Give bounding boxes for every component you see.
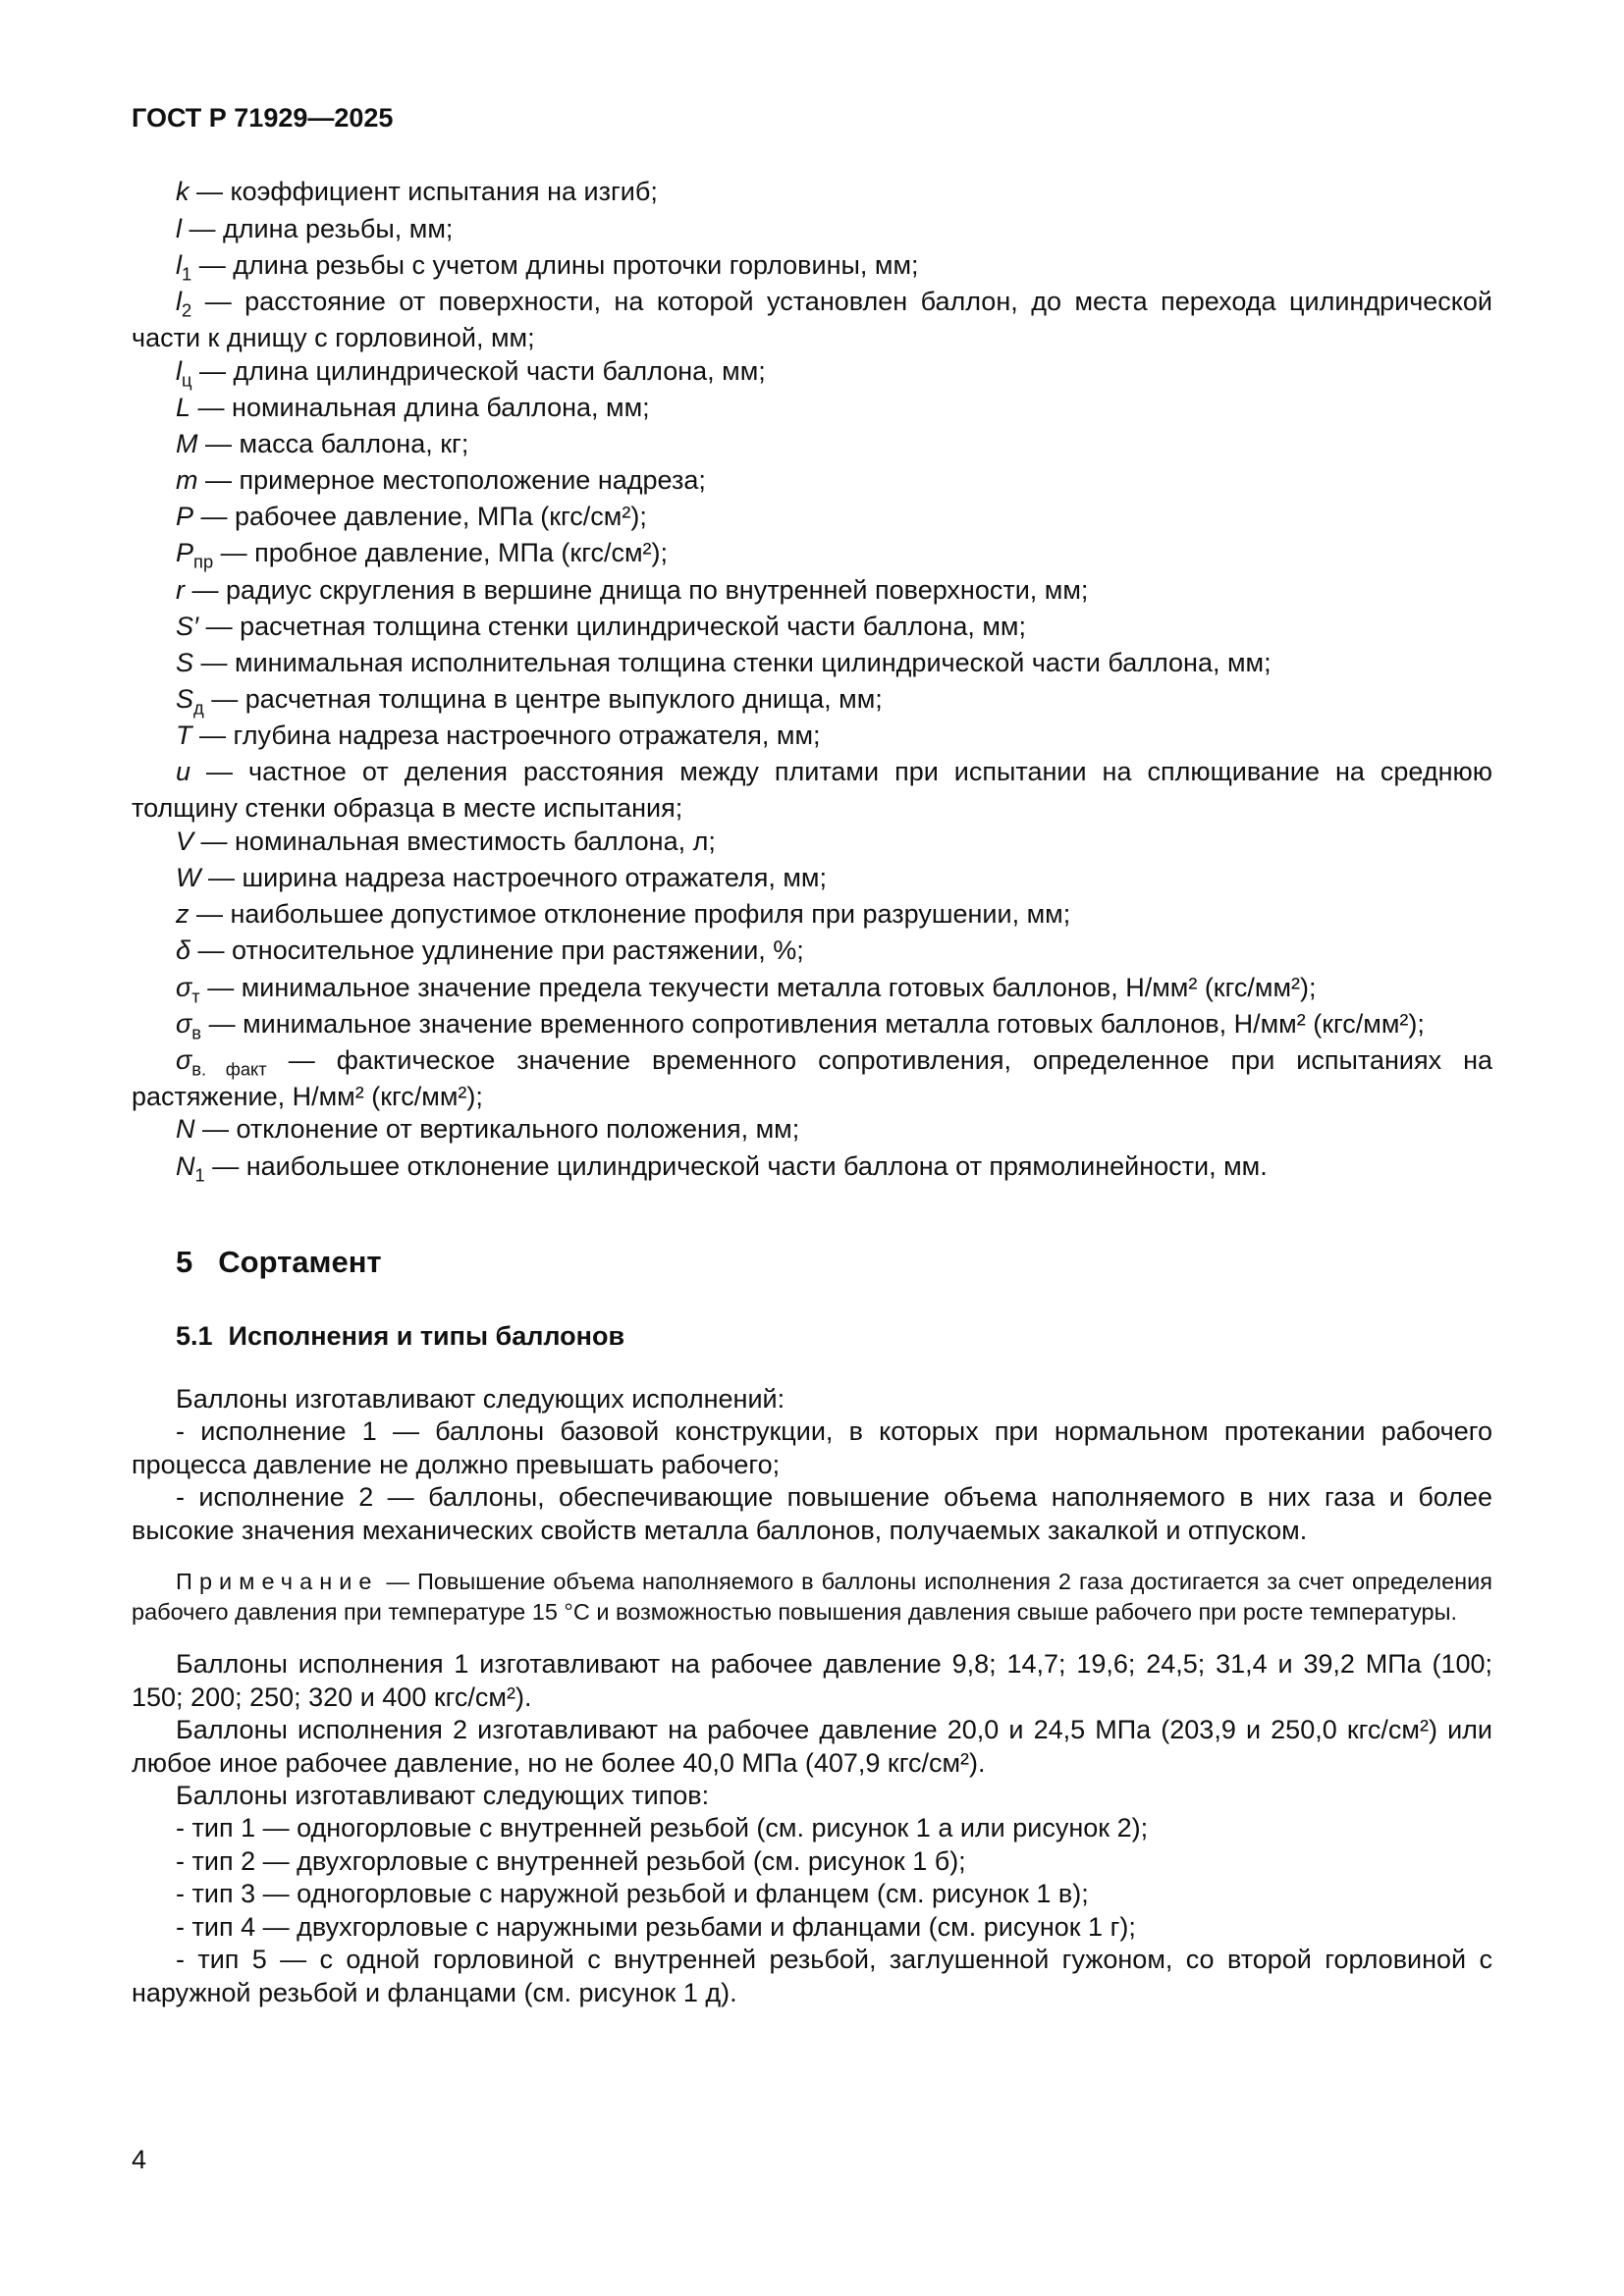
symbol: N <box>176 1114 195 1145</box>
definition-text: — радиус скругления в вершине днища по внутренней поверхности, мм; <box>185 574 1089 605</box>
definition-text: — расстояние от поверхности, на которой установлен баллон, до места перехода цилиндрической части к днищу с горловиной, мм; <box>132 286 1492 353</box>
paragraph: - тип 4 — двухгорловые с наружными резьбами и фланцами (см. рисунок 1 г); <box>176 1911 1136 1942</box>
paragraph: - исполнение 2 — баллоны, обеспечивающие повышение объема наполняемого в них газа и более высокие значения механических свойств металла баллонов, получаемых закалкой и отпуском. <box>132 1482 1492 1545</box>
definition-text: — относительное удлинение при растяжении, %; <box>190 935 804 966</box>
section-heading <box>132 1244 1492 1281</box>
section-title: Сортамент <box>218 1244 382 1279</box>
definition-item <box>132 286 1492 355</box>
symbol-subscript: в. факт <box>191 1058 267 1080</box>
definition-text: — масса баллона, кг; <box>197 428 469 458</box>
definition-text: — примерное местоположение надреза; <box>197 465 706 496</box>
definition-text: — длина резьбы с учетом длины проточки горловины, мм; <box>191 249 919 280</box>
subsection-number: 5.1 <box>176 1321 213 1352</box>
symbol: M <box>176 428 198 458</box>
section-number: 5 <box>176 1244 193 1279</box>
definition-item <box>132 862 1492 898</box>
symbol-subscript: ц <box>182 368 192 390</box>
definition-text: — минимальное значение предела текучести металла готовых баллонов, Н/мм² (кгс/мм²); <box>199 972 1317 1002</box>
subsection-title: Исполнения и типы баллонов <box>228 1321 625 1352</box>
symbol: l <box>176 355 182 386</box>
note-label: Примечание <box>176 1569 379 1595</box>
symbol: S <box>176 647 194 677</box>
definition-item <box>132 176 1492 212</box>
symbol: σ <box>176 972 192 1002</box>
symbol: T <box>176 721 192 751</box>
symbol: W <box>176 863 201 893</box>
definition-text: — ширина надреза настроечного отражателя, мм; <box>200 863 827 893</box>
definition-text: — отклонение от вертикального положения, мм; <box>194 1114 800 1145</box>
definition-item <box>132 683 1492 720</box>
paragraph: Баллоны исполнения 1 изготавливают на рабочее давление 9,8; 14,7; 19,6; 24,5; 31,4 и 39,2 МПа (100; 150; 200; 250; 320 и 400 кгс/см²). <box>132 1649 1492 1712</box>
subsection-heading <box>132 1320 1492 1353</box>
definition-text: — номинальная длина баллона, мм; <box>190 392 650 422</box>
definition-text: — коэффициент испытания на изгиб; <box>189 177 658 207</box>
symbol: δ <box>176 935 191 966</box>
note-text: — Повышение объема наполняемого в баллоны исполнения 2 газа достигается за счет определения рабочего давления при температуре 15 °С и возможностью повышения давления свыше рабочего при росте температуры. <box>132 1569 1492 1625</box>
definition-item <box>132 1044 1492 1114</box>
paragraph-group-pressures-and-types <box>132 1648 1492 2009</box>
symbol: σ <box>176 1044 192 1075</box>
definition-item <box>132 1150 1492 1187</box>
symbol: m <box>176 465 198 496</box>
definition-text: — минимальное значение временного сопротивления металла готовых баллонов, Н/мм² (кгс/мм²); <box>201 1008 1425 1039</box>
definition-text: — минимальная исполнительная толщина стенки цилиндрической части баллона, мм; <box>193 647 1272 677</box>
definition-text: — пробное давление, МПа (кгс/см²); <box>213 538 669 568</box>
symbol: σ <box>176 1008 192 1039</box>
definition-item <box>132 611 1492 647</box>
definition-text: — частное от деления расстояния между плитами при испытании на сплющивание на среднюю толщину стенки образца в месте испытания; <box>132 757 1492 824</box>
symbol-subscript: 1 <box>194 1164 205 1186</box>
definition-item <box>132 392 1492 428</box>
paragraph: - тип 2 — двухгорловые с внутренней резьбой (см. рисунок 1 б); <box>176 1845 966 1876</box>
symbol: P <box>176 538 194 568</box>
definition-text: — длина цилиндрической части баллона, мм; <box>191 355 766 386</box>
paragraph: Баллоны исполнения 2 изготавливают на рабочее давление 20,0 и 24,5 МПа (203,9 и 250,0 кгс/см²) или любое иное рабочее давление, но не более 40,0 МПа (407,9 кгс/см²). <box>132 1715 1492 1778</box>
symbol: l <box>176 213 182 243</box>
paragraph: - тип 1 — одногорловые с внутренней резьбой (см. рисунок 1 а или рисунок 2); <box>176 1813 1149 1843</box>
definition-text: — расчетная толщина в центре выпуклого днища, мм; <box>203 683 883 714</box>
definition-item <box>132 537 1492 573</box>
symbol-subscript: т <box>191 985 200 1006</box>
symbol: V <box>176 826 194 856</box>
paragraph: - исполнение 1 — баллоны базовой конструкции, в которых при нормальном протекании рабочего процесса давление не должно превышать рабочего; <box>132 1416 1492 1479</box>
definition-item <box>132 826 1492 862</box>
doc-designation: ГОСТ Р 71929—2025 <box>132 103 394 133</box>
paragraph: Баллоны изготавливают следующих типов: <box>176 1781 710 1810</box>
symbol: S <box>176 683 194 714</box>
symbol: l <box>176 286 182 316</box>
definition-item <box>132 972 1492 1008</box>
symbol-subscript: 1 <box>182 263 192 285</box>
definition-item <box>132 355 1492 392</box>
paragraph-group-executions <box>132 1383 1492 1547</box>
symbol-subscript: д <box>193 697 204 719</box>
symbol: z <box>176 899 189 930</box>
symbol: S′ <box>176 611 199 641</box>
definition-item <box>132 464 1492 501</box>
definition-item <box>132 1008 1492 1044</box>
paragraph: - тип 3 — одногорловые с наружной резьбой и фланцем (см. рисунок 1 в); <box>176 1879 1089 1909</box>
definition-item <box>132 213 1492 249</box>
definition-text: — фактическое значение временного сопротивления, определенное при испытаниях на растяжение, Н/мм² (кгс/мм²); <box>132 1044 1492 1111</box>
definition-item <box>132 574 1492 611</box>
symbol: k <box>176 177 189 207</box>
definition-text: — глубина надреза настроечного отражателя, мм; <box>191 721 821 751</box>
definition-text: — длина резьбы, мм; <box>182 213 454 243</box>
definition-item <box>132 647 1492 683</box>
definition-text: — наибольшее отклонение цилиндрической части баллона от прямолинейности, мм. <box>204 1150 1268 1181</box>
definition-text: — наибольшее допустимое отклонение профиля при разрушении, мм; <box>189 899 1071 930</box>
definition-item <box>132 720 1492 756</box>
symbol-subscript: пр <box>193 551 214 572</box>
definition-item <box>132 756 1492 826</box>
definition-text: — расчетная толщина стенки цилиндрической части баллона, мм; <box>198 611 1026 641</box>
symbol-subscript: 2 <box>182 299 192 321</box>
symbol: r <box>176 574 185 605</box>
symbol-definitions-list <box>132 176 1492 1186</box>
symbol: P <box>176 502 194 532</box>
symbol: L <box>176 392 191 422</box>
definition-item <box>132 898 1492 934</box>
note-block <box>132 1567 1492 1627</box>
definition-item <box>132 934 1492 971</box>
definition-item <box>132 1113 1492 1149</box>
symbol: N <box>176 1150 195 1181</box>
page-number: 4 <box>132 2144 147 2174</box>
symbol: l <box>176 249 182 280</box>
definition-text: — рабочее давление, МПа (кгс/см²); <box>193 502 647 532</box>
definition-item <box>132 428 1492 464</box>
paragraph: Баллоны изготавливают следующих исполнений: <box>176 1383 785 1414</box>
paragraph: - тип 5 — с одной горловиной с внутренней резьбой, заглушенной гужоном, со второй горловиной с наружной резьбой и фланцами (см. рисунок 1 д). <box>132 1945 1492 2007</box>
symbol-subscript: в <box>191 1022 202 1043</box>
symbol: u <box>176 757 191 787</box>
definition-text: — номинальная вместимость баллона, л; <box>193 826 716 856</box>
definition-item <box>132 249 1492 286</box>
definition-item <box>132 501 1492 537</box>
